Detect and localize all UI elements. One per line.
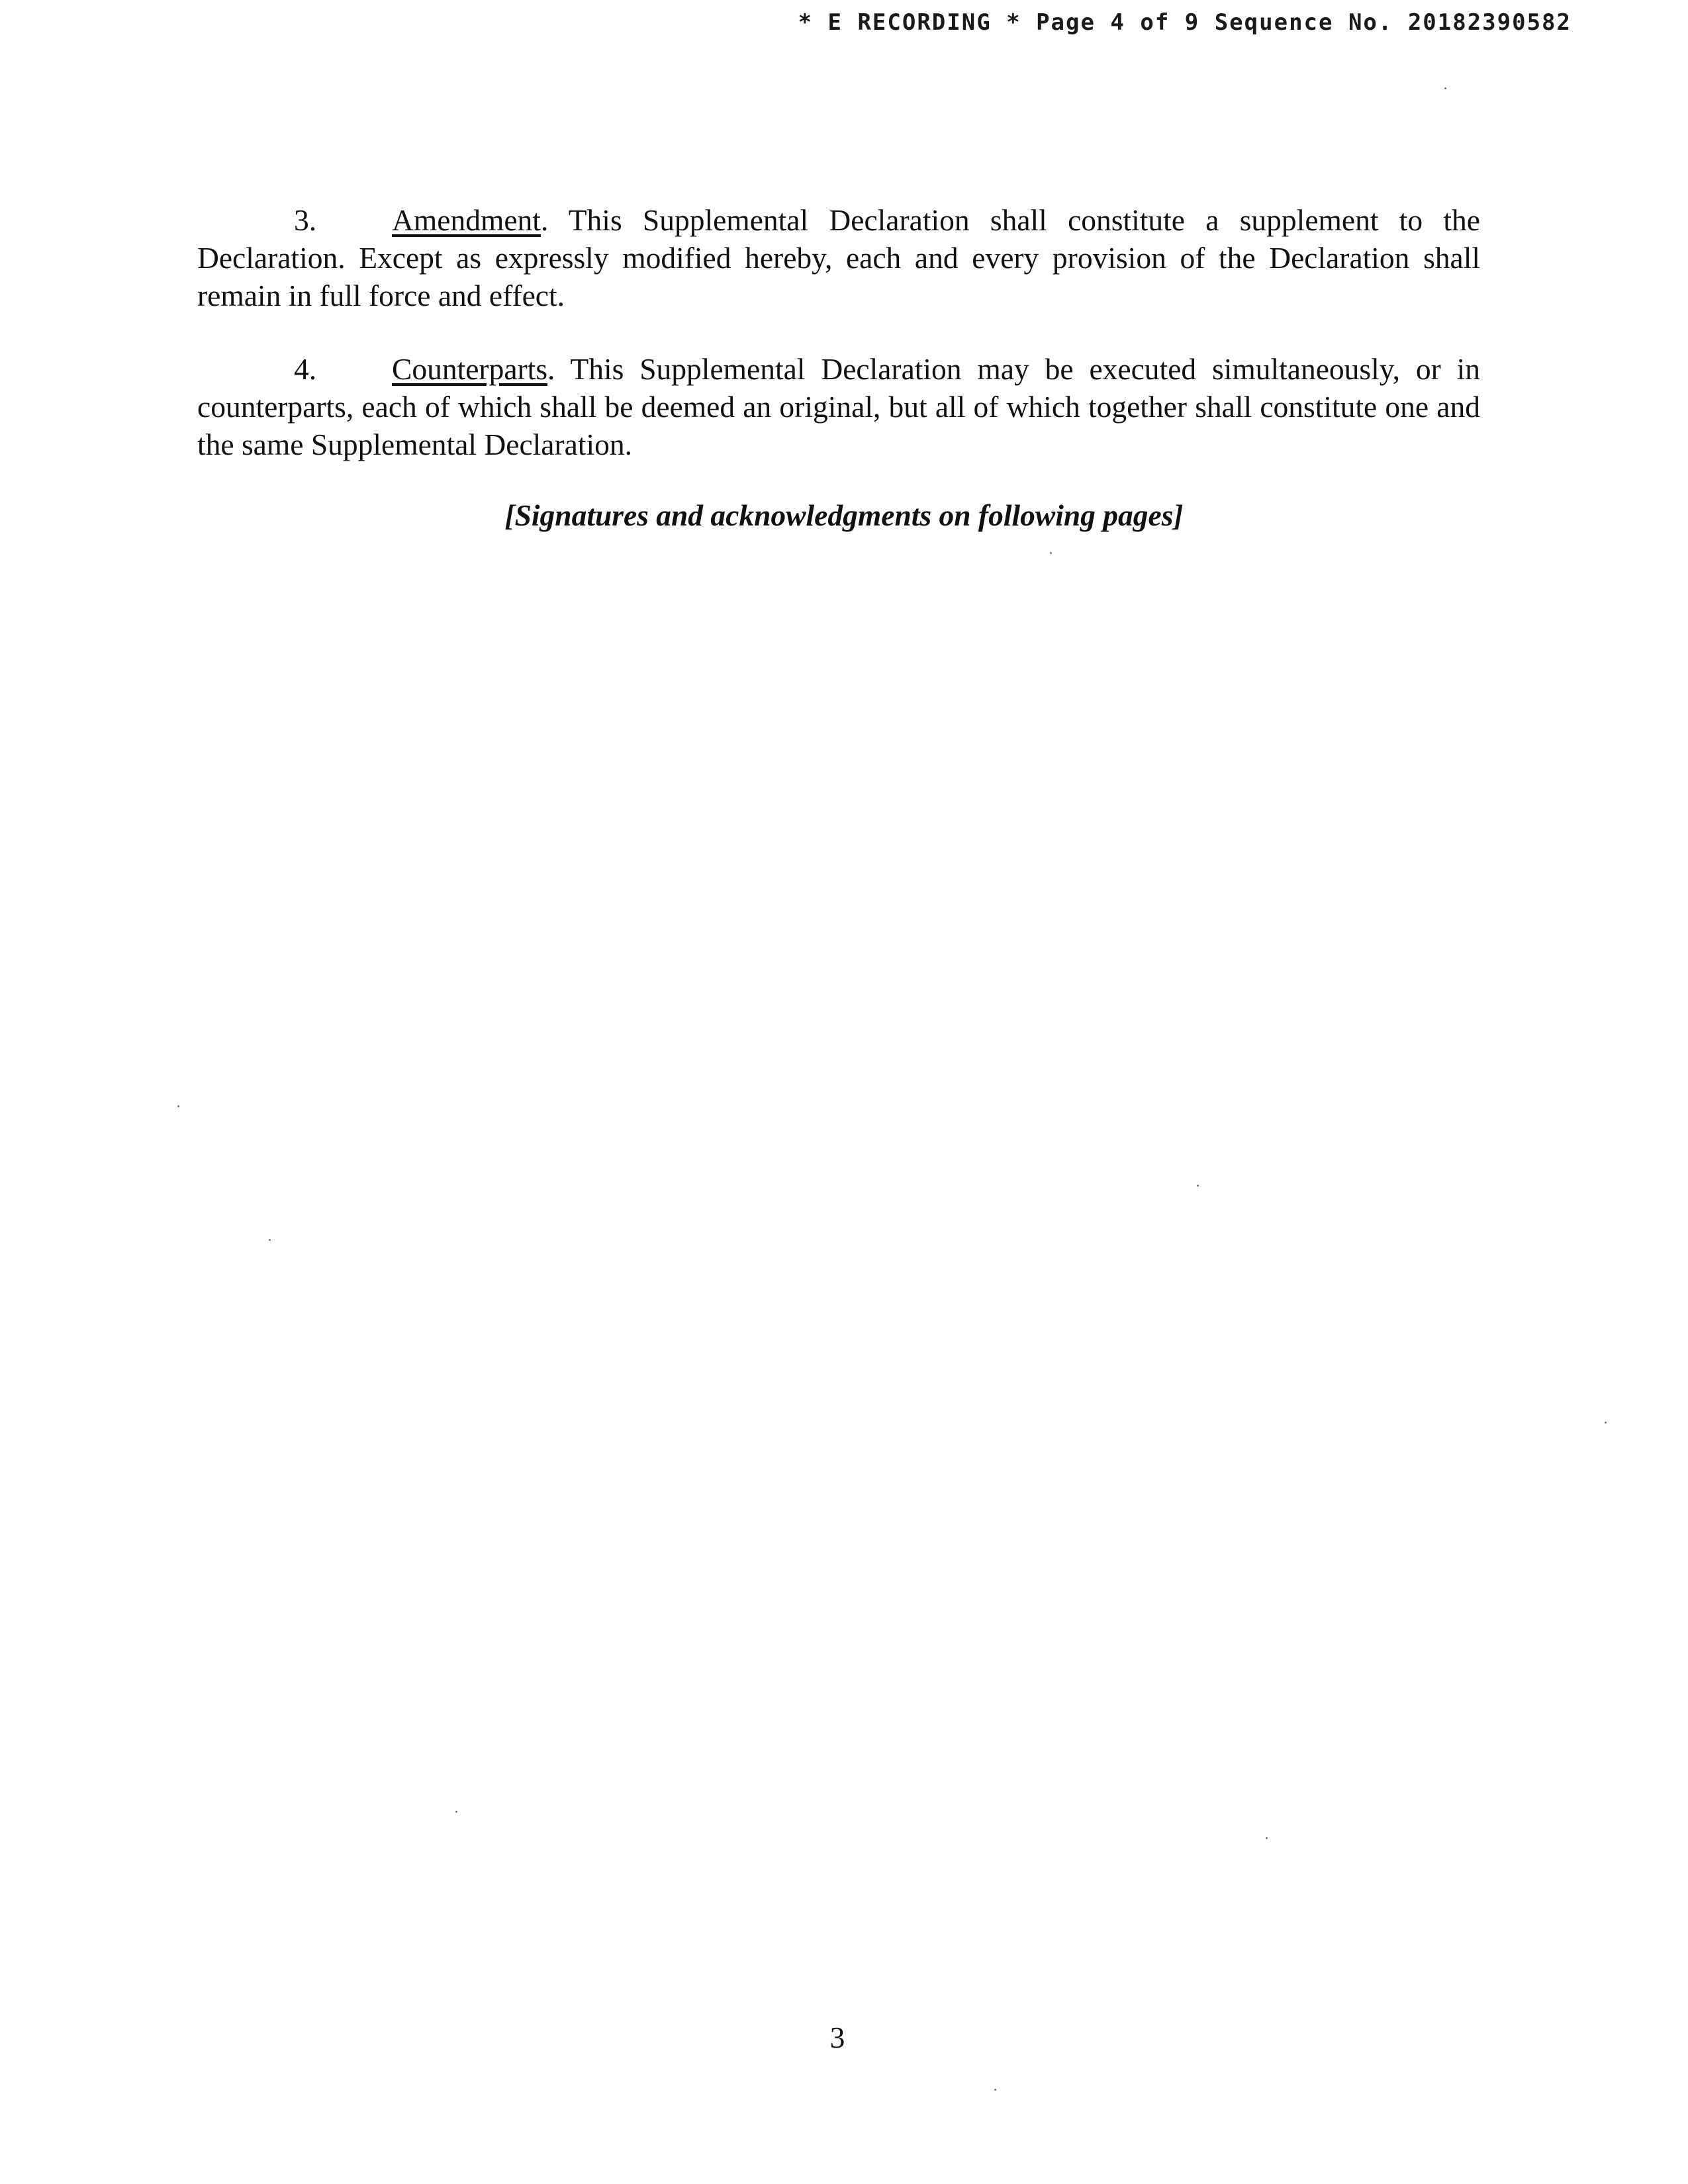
scan-speck (1266, 1837, 1268, 1839)
scan-speck (177, 1105, 179, 1107)
section-heading: Amendment (392, 203, 541, 237)
scan-speck (994, 2089, 996, 2091)
section-text: . This Supplemental Declaration may be executed simultaneously, or in counterparts, each of which shall be deemed an original, but all of which together shall constitute one and the same Supplemental Declaration. (197, 352, 1480, 461)
signature-note: [Signatures and acknowledgments on following pages] (504, 498, 1184, 532)
scan-speck (1444, 87, 1446, 89)
section-amendment (197, 201, 1480, 314)
section-heading: Counterparts (392, 352, 548, 386)
page-number: 3 (829, 2021, 845, 2054)
section-number: 3. (294, 203, 317, 237)
scan-speck (455, 1811, 457, 1813)
section-number: 4. (294, 352, 317, 386)
section-text: . This Supplemental Declaration shall constitute a supplement to the Declaration. Except as expressly modified hereby, each and every provision of the Declaration shall remain in full force and effect. (197, 203, 1480, 312)
scan-speck (1050, 552, 1052, 554)
document-body (197, 201, 1480, 499)
scan-speck (1197, 1185, 1199, 1187)
scan-speck (269, 1239, 271, 1241)
section-counterparts (197, 350, 1480, 463)
recording-header: * E RECORDING * Page 4 of 9 Sequence No. 20182390582 (798, 9, 1571, 36)
scan-speck (1605, 1422, 1607, 1424)
